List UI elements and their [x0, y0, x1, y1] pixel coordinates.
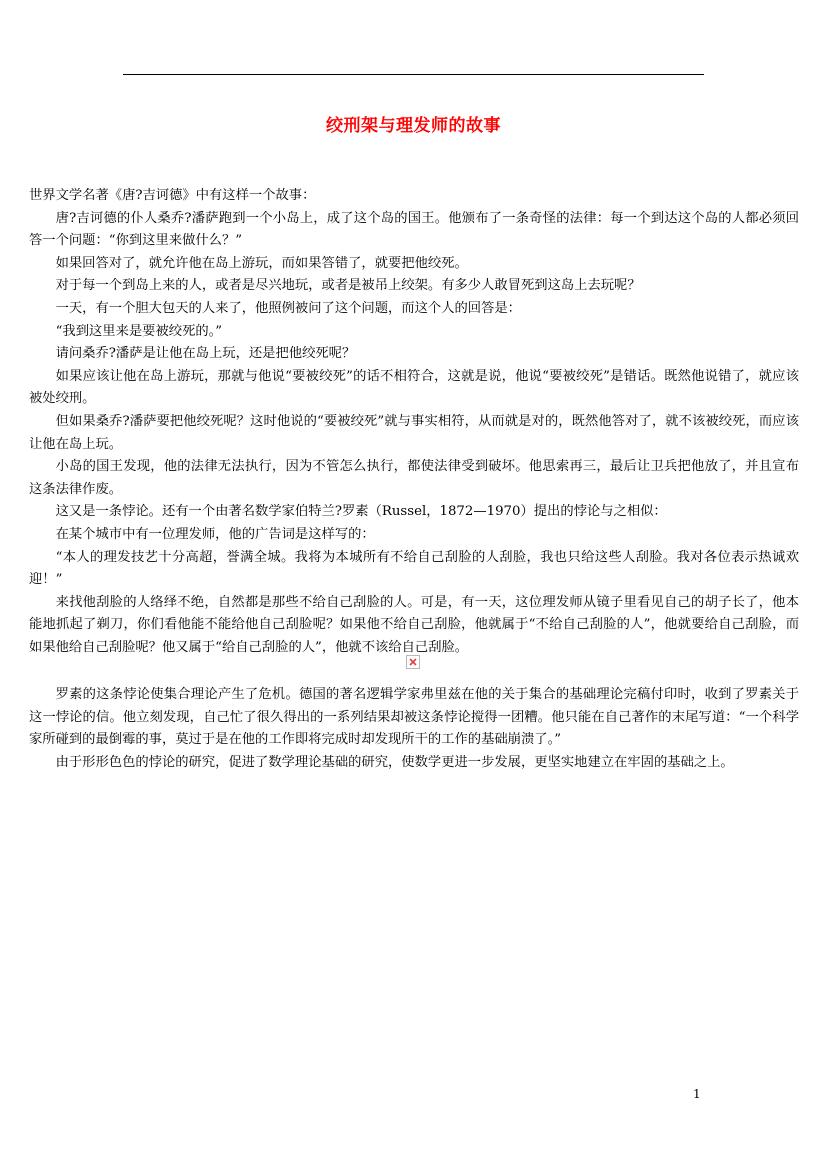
broken-image-icon	[406, 655, 420, 669]
paragraph: 世界文学名著《唐?吉诃德》中有这样一个故事：	[29, 188, 316, 203]
document-body-continued	[29, 684, 799, 774]
paragraph: 请问桑乔?潘萨是让他在岛上玩，还是把他绞死呢？	[55, 346, 356, 362]
paragraph: 这又是一条悖论。还有一个由著名数学家伯特兰?罗素（Russel，1872—1970）提出的悖论与之相似：	[55, 504, 667, 520]
paragraph: 如果回答对了，就允许他在岛上游玩，而如果答错了，就要把他绞死。	[55, 255, 468, 271]
document-title: 绞刑架与理发师的故事	[326, 116, 501, 136]
paragraph: 但如果桑乔?潘萨要把他绞死呢？这时他说的“要被绞死”就与事实相符，从而就是对的，既然他答对了，就不该被绞死，而应该让他在岛上玩。	[29, 413, 799, 452]
paragraph: 唐?吉诃德的仆人桑乔?潘萨跑到一个小岛上，成了这个岛的国王。他颁布了一条奇怪的法律：每一个到达这个岛的人都必须回答一个问题：“你到这里来做什么？”	[29, 210, 799, 249]
paragraph: 如果应该让他在岛上游玩，那就与他说“要被绞死”的话不相符合，这就是说，他说“要被绞死”是错话。既然他说错了，就应该被处绞刑。	[29, 368, 799, 407]
header-rule	[123, 74, 704, 75]
paragraph: 罗素的这条悖论使集合理论产生了危机。德国的著名逻辑学家弗里兹在他的关于集合的基础理论完稿付印时，收到了罗素关于这一悖论的信。他立刻发现，自己忙了很久得出的一系列结果却被这条悖论搅得一团糟。他只能在自己著作的末尾写道：“一个科学家所碰到的最倒霉的事，莫过于是在他的工作即将完成时却发现所干的工作的基础崩溃了。”	[29, 687, 799, 748]
page-number: 1	[693, 1087, 701, 1101]
paragraph: “我到这里来是要被绞死的。”	[55, 323, 223, 339]
document-body	[29, 185, 799, 659]
paragraph: 由于形形色色的悖论的研究，促进了数学理论基础的研究，使数学更进一步发展，更坚实地建立在牢固的基础之上。	[55, 754, 734, 770]
paragraph: 在某个城市中有一位理发师，他的广告词是这样写的：	[55, 526, 375, 542]
paragraph: 一天，有一个胆大包天的人来了，他照例被问了这个问题，而这个人的回答是：	[55, 300, 521, 316]
paragraph: 对于每一个到岛上来的人，或者是尽兴地玩，或者是被吊上绞架。有多少人敢冒死到这岛上去玩呢？	[55, 278, 641, 294]
paragraph: 来找他刮脸的人络绎不绝，自然都是那些不给自己刮脸的人。可是，有一天，这位理发师从镜子里看见自己的胡子长了，他本能地抓起了剃刀，你们看他能不能给他自己刮脸呢？如果他不给自己刮脸，他就属于“不给自己刮脸的人”，他就要给自己刮脸，而如果他给自己刮脸呢？他又属于“给自己刮脸的人”，他就不该给自己刮脸。	[29, 594, 799, 655]
broken-image-x-icon	[407, 656, 419, 668]
paragraph: 小岛的国王发现，他的法律无法执行，因为不管怎么执行，都使法律受到破坏。他思索再三，最后让卫兵把他放了，并且宣布这条法律作废。	[29, 459, 799, 497]
paragraph: “本人的理发技艺十分高超，誉满全城。我将为本城所有不给自己刮脸的人刮脸，我也只给这些人刮脸。我对各位表示热诚欢迎！”	[29, 549, 799, 588]
